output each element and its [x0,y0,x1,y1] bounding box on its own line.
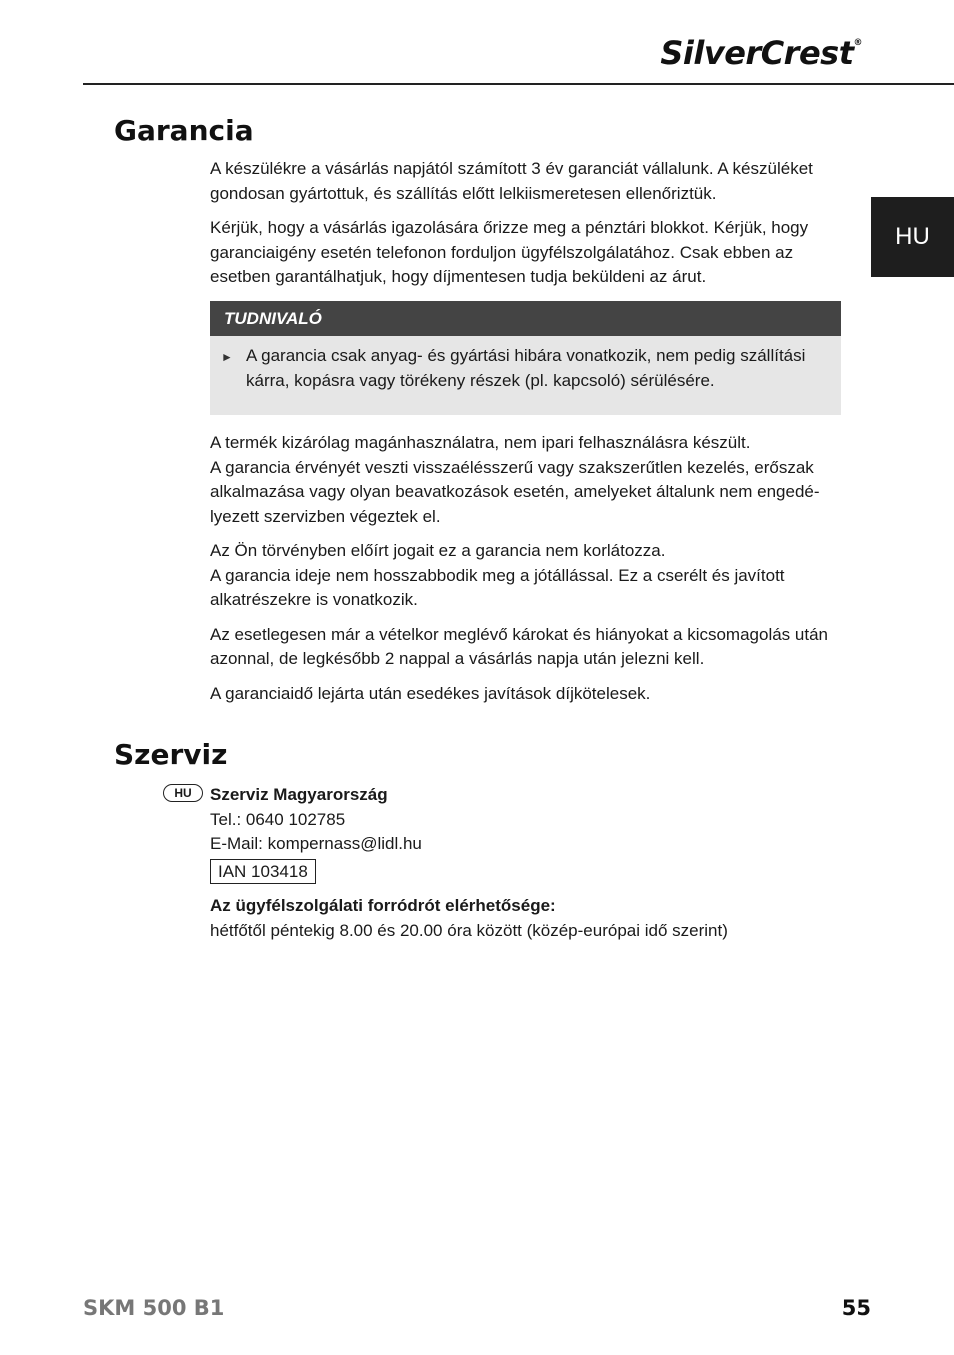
header-rule [83,83,954,85]
garancia-intro [210,157,842,290]
garancia-para-6: A garanciaidő lejárta után esedékes javítások díjkötelesek. [210,683,651,703]
garancia-para-3a: A termék kizárólag magánhasználatra, nem ipari felhasználásra készült. [210,433,751,452]
brand-logo [660,34,862,72]
notice-text: A garancia csak anyag- és gyártási hibára vonatkozik, nem pedig szállítási kárra, kopásra vagy törékeny részek (pl. kapcsoló) sérülésére. [246,346,806,390]
service-name: Szerviz Magyarország [210,785,388,804]
garancia-para-4b: A garancia ideje nem hosszabbodik meg a jótállással. Ez a cserélt és javított alkatrészekre is vonatkozik. [210,565,785,609]
service-phone: Tel.: 0640 102785 [210,809,346,829]
garancia-para-2: Kérjük, hogy a vásárlás igazolására őrizze meg a pénztári blokkot. Kérjük, hogy garanciaigény esetén telefonon forduljon ügyfélszolgálatához. Csak ebben az esetben garantálhatjuk, hogy díjmentesen tudja beküldeni az árut. [210,218,809,286]
footer-model: SKM 500 B1 [83,1296,225,1320]
szerviz-heading: Szerviz [114,738,228,771]
notice-title: TUDNIVALÓ [210,301,841,336]
notice-box [210,301,841,415]
garancia-terms [210,431,842,706]
ian-number: IAN 103418 [210,859,316,884]
hotline-hours: hétfőtől péntekig 8.00 és 20.00 óra között (közép-európai idő szerint) [210,920,728,940]
garancia-para-4a: Az Ön törvényben előírt jogait ez a garancia nem korlátozza. [210,541,666,560]
brand-name: SilverCrest [660,34,854,72]
arrow-bullet-icon: ► [221,350,233,364]
notice-body [210,336,841,393]
garancia-para-3b: A garancia érvényét veszti visszaélésszerű vagy szakszerűtlen kezelés, erőszak alkalmazása vagy olyan beavatkozások esetén, amelyeket általunk nem engedélyezett szervizben végeztek el. [210,457,820,526]
page-number: 55 [841,1296,871,1320]
hotline-label: Az ügyfélszolgálati forródrót elérhetősége: [210,896,556,915]
service-contact [210,783,842,943]
garancia-para-5: Az esetlegesen már a vételkor meglévő károkat és hiányokat a kicsomagolás után azonnal, de legkésőbb 2 nappal a vásárlás napja után jelezni kell. [210,624,828,668]
country-badge: HU [163,784,203,802]
language-tab: HU [871,197,954,277]
garancia-heading: Garancia [114,114,254,147]
garancia-para-1: A készülékre a vásárlás napjától számított 3 év garanciát vállalunk. A készüléket gondosan gyártottuk, és szállítás előtt lelkiismeretesen ellenőriztük. [210,159,813,203]
service-email: E-Mail: kompernass@lidl.hu [210,834,422,853]
trademark-symbol: ® [853,38,862,48]
